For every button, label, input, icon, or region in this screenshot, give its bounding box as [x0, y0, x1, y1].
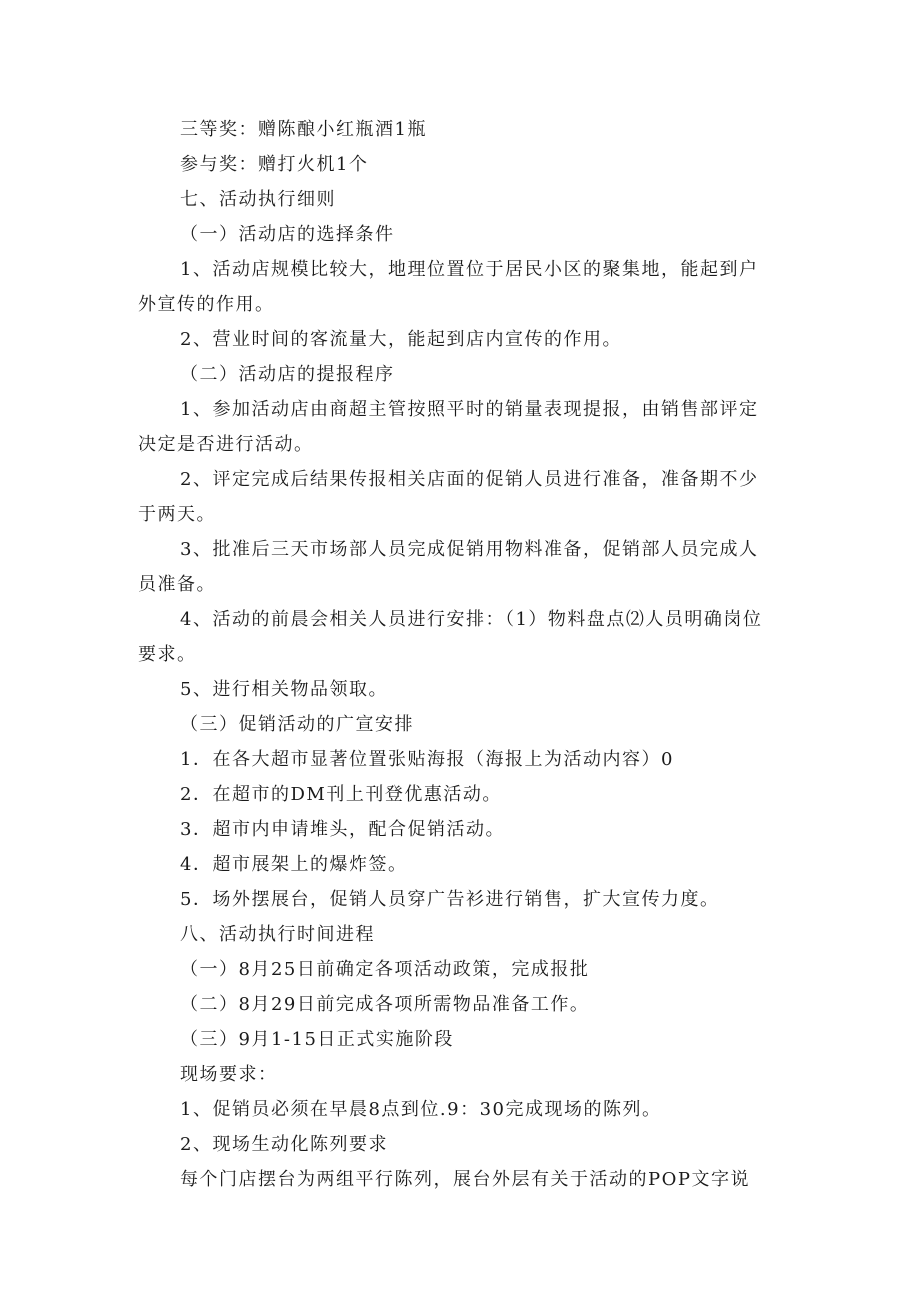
section-8-heading: 八、活动执行时间进程: [180, 924, 375, 945]
paragraph-line: 1、参加活动店由商超主管按照平时的销量表现提报，由销售部评定: [180, 399, 759, 420]
paragraph-line: 员准备。: [138, 574, 216, 595]
list-item: 1．在各大超市显著位置张贴海报（海报上为活动内容）0: [180, 749, 674, 770]
list-item: 3．超市内申请堆头，配合促销活动。: [180, 819, 505, 840]
list-item: 2．在超市的DM刊上刊登优惠活动。: [180, 784, 502, 805]
paragraph-line: 2、评定完成后结果传报相关店面的促销人员进行准备，准备期不少: [180, 469, 759, 490]
timeline-item: （一）8月25日前确定各项活动政策，完成报批: [180, 959, 590, 980]
list-item: 5．场外摆展台，促销人员穿广告衫进行销售，扩大宣传力度。: [180, 889, 720, 910]
paragraph-line: 3、批准后三天市场部人员完成促销用物料准备，促销部人员完成人: [180, 539, 759, 560]
subsection-7-1-heading: （一）活动店的选择条件: [180, 224, 395, 245]
paragraph-line: 4、活动的前晨会相关人员进行安排：（1）物料盘点⑵人员明确岗位: [180, 609, 763, 630]
list-item: 4．超市展架上的爆炸签。: [180, 854, 408, 875]
paragraph-line: 要求。: [138, 644, 197, 665]
section-7-heading: 七、活动执行细则: [180, 189, 336, 210]
paragraph-line: 2、现场生动化陈列要求: [180, 1134, 388, 1155]
prize-third-line: 三等奖：赠陈酿小红瓶酒1瓶: [180, 119, 427, 140]
paragraph-line: 1、促销员必须在早晨8点到位.9：30完成现场的陈列。: [180, 1099, 662, 1120]
paragraph-line: 5、进行相关物品领取。: [180, 679, 388, 700]
site-requirements-heading: 现场要求：: [180, 1064, 278, 1085]
paragraph-line: 每个门店摆台为两组平行陈列，展台外层有关于活动的POP文字说: [180, 1169, 750, 1190]
timeline-item: （三）9月1-15日正式实施阶段: [180, 1029, 454, 1050]
subsection-7-3-heading: （三）促销活动的广宣安排: [180, 714, 414, 735]
prize-participation-line: 参与奖：赠打火机1个: [180, 154, 369, 175]
timeline-item: （二）8月29日前完成各项所需物品准备工作。: [180, 994, 590, 1015]
paragraph-line: 1、活动店规模比较大，地理位置位于居民小区的聚集地，能起到户: [180, 259, 759, 280]
subsection-7-2-heading: （二）活动店的提报程序: [180, 364, 395, 385]
paragraph-line: 2、营业时间的客流量大，能起到店内宣传的作用。: [180, 329, 622, 350]
paragraph-line: 决定是否进行活动。: [138, 434, 314, 455]
paragraph-line: 于两天。: [138, 504, 216, 525]
paragraph-line: 外宣传的作用。: [138, 294, 275, 315]
